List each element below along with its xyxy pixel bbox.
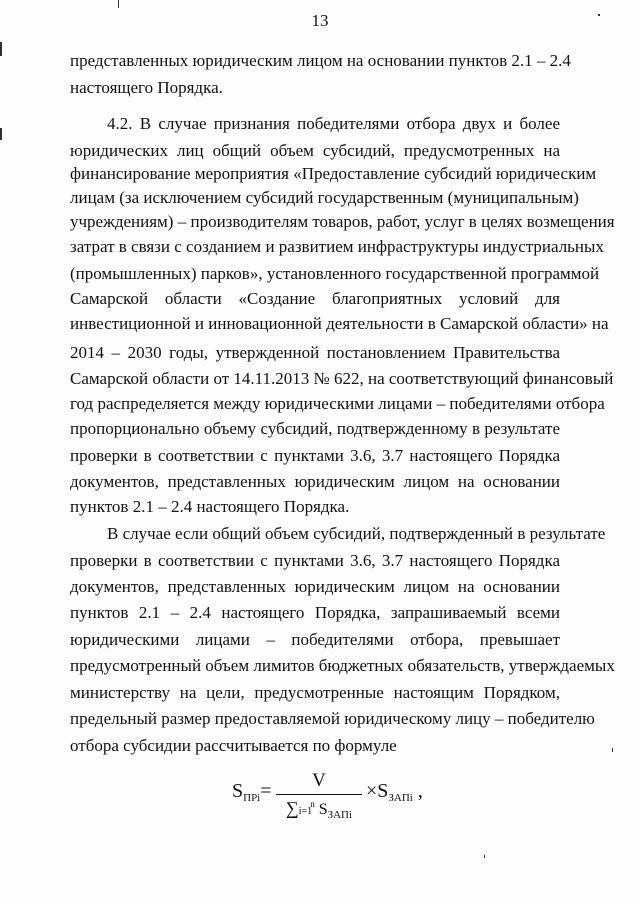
text-line: отбора субсидии рассчитывается по формуле [70, 736, 397, 755]
fraction-bar [276, 794, 362, 795]
text-line: Самарской области от 14.11.2013 № 622, на соответствующий финансовый [70, 369, 614, 388]
text-line: пунктов 2.1 – 2.4 настоящего Порядка, запрашиваемый всеми [70, 603, 560, 622]
text-line: год распределяется между юридическими лицами – победителями отбора [70, 394, 605, 413]
text-line: юридическими лицами – победителями отбора, превышает [70, 630, 560, 649]
scan-mark [598, 14, 600, 16]
paragraph-start-line: В случае если общий объем субсидий, подтвержденный в результате [107, 524, 606, 543]
text-line: документов, представленных юридическим лицом на основании [70, 472, 560, 491]
text-line: юридических лиц общий объем субсидий, предусмотренных на [70, 141, 560, 160]
scan-mark [118, 0, 119, 8]
scan-mark [484, 855, 485, 858]
text-line: документов, представленных юридическим лицом на основании [70, 577, 560, 596]
scan-mark [612, 748, 613, 752]
paragraph-start-line: 4.2. В случае признания победителями отбора двух и более [107, 114, 560, 133]
page-number: 13 [311, 11, 329, 30]
scan-mark [0, 42, 2, 56]
text-line: предусмотренный объем лимитов бюджетных обязательств, утверждаемых [70, 656, 615, 675]
text-line: инвестиционной и инновационной деятельности в Самарской области» на [70, 314, 609, 333]
text-line: учреждениям) – производителям товаров, работ, услуг в целях возмещения [70, 212, 615, 231]
formula-denominator: $\sum i=1^n$ $S_{ЗАПi}$ [285, 798, 353, 821]
formula-fraction [276, 770, 362, 821]
text-line: (промышленных) парков», установленного государственной программой [70, 264, 600, 283]
formula-rhs: $\times S_{ЗАПi}$ , [366, 780, 423, 804]
text-line: Самарской области «Создание благоприятных условий для [70, 289, 560, 308]
text-line: лицам (за исключением субсидий государственным (муниципальным) [70, 188, 579, 207]
subsidy-formula [232, 770, 492, 830]
text-line: представленных юридическим лицом на основании пунктов 2.1 – 2.4 [70, 51, 571, 70]
text-line: проверки в соответствии с пунктами 3.6, 3.7 настоящего Порядка [70, 551, 560, 570]
text-line: предельный размер предоставляемой юридическому лицу – победителю [70, 709, 595, 728]
text-line: затрат в связи с созданием и развитием инфраструктуры индустриальных [70, 237, 604, 256]
text-line: пропорционально объему субсидий, подтвержденному в результате [70, 419, 560, 438]
text-line: финансирование мероприятия «Предоставление субсидий юридическим [70, 164, 597, 183]
scan-mark [0, 128, 2, 140]
text-line: проверки в соответствии с пунктами 3.6, 3.7 настоящего Порядка [70, 446, 560, 465]
text-line: настоящего Порядка. [70, 78, 223, 97]
formula-numerator: V [312, 770, 326, 791]
formula-lhs: $S_{ПРi}=$ [232, 780, 272, 804]
text-line: министерству на цели, предусмотренные настоящим Порядком, [70, 683, 560, 702]
text-line: пунктов 2.1 – 2.4 настоящего Порядка. [70, 497, 350, 516]
text-line: 2014 – 2030 годы, утвержденной постановлением Правительства [70, 343, 560, 362]
